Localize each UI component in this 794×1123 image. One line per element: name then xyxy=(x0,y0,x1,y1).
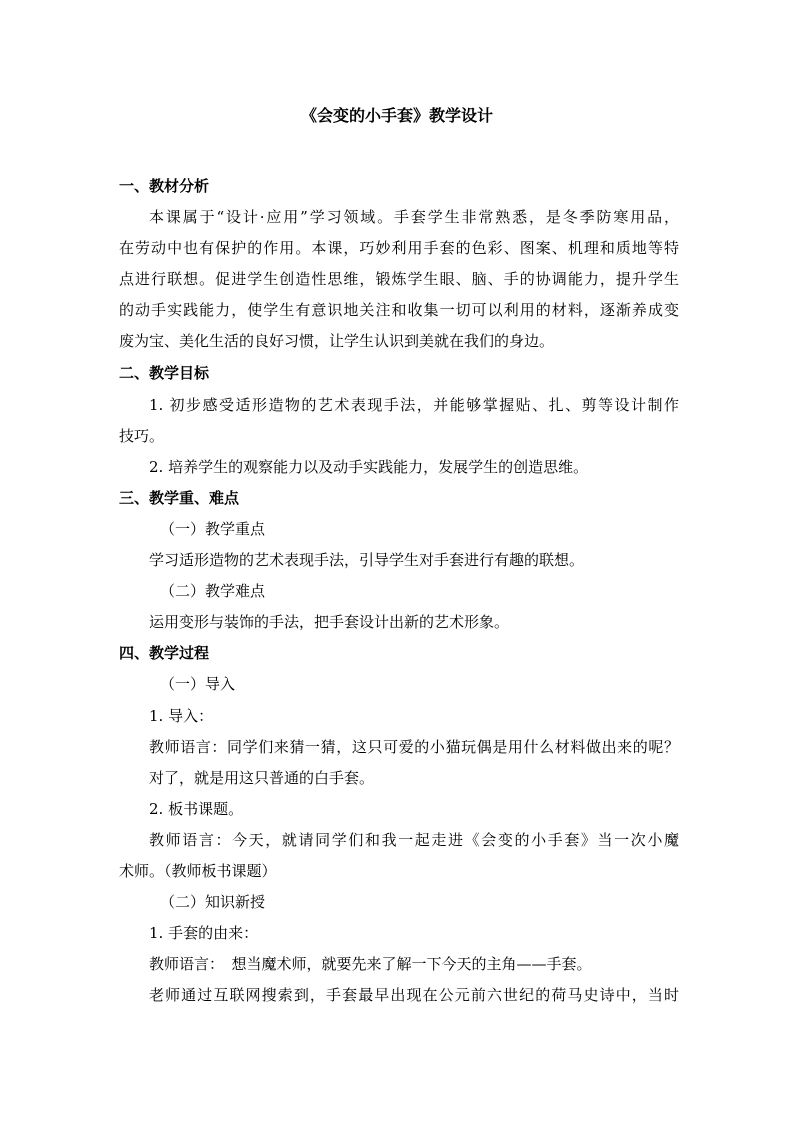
paragraph-line: 老师通过互联网搜索到，手套最早出现在公元前六世纪的荷马史诗中，当时 xyxy=(149,986,679,1004)
document-title: 《会变的小手套》教学设计 xyxy=(300,106,493,125)
list-item-continuation: 技巧。 xyxy=(119,427,165,445)
subheading: （一）导入 xyxy=(160,675,236,693)
list-item: 1. 初步感受适形造物的艺术表现手法，并能够掌握贴、扎、剪等设计制作 xyxy=(149,396,679,414)
paragraph-line: 教师语言： 想当魔术师，就要先来了解一下今天的主角——手套。 xyxy=(149,955,592,973)
list-item: 2. 板书课题。 xyxy=(149,800,244,818)
paragraph-line: 教师语言：同学们来猜一猜，这只可爱的小猫玩偶是用什么材料做出来的呢？ xyxy=(149,738,679,756)
subheading: （二）知识新授 xyxy=(160,893,266,911)
paragraph-line: 对了，就是用这只普通的白手套。 xyxy=(149,769,375,787)
paragraph-line: 的动手实践能力，使学生有意识地关注和收集一切可以利用的材料，逐渐养成变 xyxy=(119,301,679,319)
subheading: （一）教学重点 xyxy=(160,520,266,538)
paragraph-line: 学习适形造物的艺术表现手法，引导学生对手套进行有趣的联想。 xyxy=(149,551,585,569)
paragraph-line: 教师语言：今天，就请同学们和我一起走进《会变的小手套》当一次小魔 xyxy=(149,831,679,849)
paragraph-line: 本课属于“设计·应用”学习领域。手套学生非常熟悉，是冬季防寒用品， xyxy=(149,208,679,226)
paragraph-line: 运用变形与装饰的手法，把手套设计出新的艺术形象。 xyxy=(149,613,510,631)
paragraph-line: 术师。（教师板书课题） xyxy=(119,862,277,880)
heading-key-points: 三、教学重、难点 xyxy=(119,489,240,507)
paragraph-line: 废为宝、美化生活的良好习惯，让学生认识到美就在我们的身边。 xyxy=(119,332,555,350)
paragraph-line: 点进行联想。促进学生创造性思维，锻炼学生眼、脑、手的协调能力，提升学生 xyxy=(119,270,679,288)
heading-teaching-goals: 二、教学目标 xyxy=(119,364,210,382)
list-item: 1. 导入： xyxy=(149,707,214,725)
list-item: 1. 手套的由来： xyxy=(149,924,259,942)
heading-teaching-process: 四、教学过程 xyxy=(119,644,210,662)
paragraph-line: 在劳动中也有保护的作用。本课，巧妙利用手套的色彩、图案、机理和质地等特 xyxy=(119,239,679,257)
heading-textbook-analysis: 一、教材分析 xyxy=(119,177,210,195)
list-item: 2. 培养学生的观察能力以及动手实践能力，发展学生的创造思维。 xyxy=(149,458,589,476)
subheading: （二）教学难点 xyxy=(160,582,266,600)
